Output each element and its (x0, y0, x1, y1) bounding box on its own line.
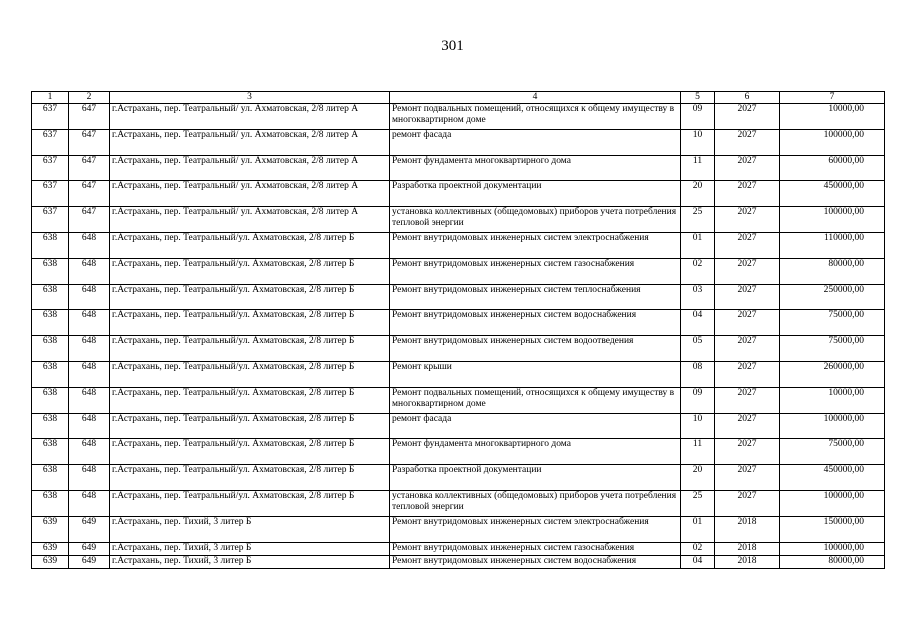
row-number-cell: 639 (32, 542, 69, 555)
table-row (32, 387, 885, 413)
cost-cell: 100000,00 (780, 207, 885, 233)
row-number-cell: 638 (32, 310, 69, 336)
work-type-cell: Ремонт внутридомовых инженерных систем водоснабжения (390, 555, 681, 568)
table-row (32, 336, 885, 362)
table-row (32, 155, 885, 181)
address-cell: г.Астрахань, пер. Театральный/ ул. Ахматовская, 2/8 литер А (110, 181, 390, 207)
cost-cell: 260000,00 (780, 361, 885, 387)
code-cell: 04 (681, 555, 715, 568)
object-number-cell: 648 (69, 232, 110, 258)
code-cell: 08 (681, 361, 715, 387)
table-row (32, 207, 885, 233)
year-cell: 2027 (715, 387, 780, 413)
row-number-cell: 639 (32, 555, 69, 568)
code-cell: 09 (681, 104, 715, 130)
cost-cell: 100000,00 (780, 490, 885, 516)
year-cell: 2027 (715, 361, 780, 387)
object-number-cell: 648 (69, 413, 110, 439)
address-cell: г.Астрахань, пер. Театральный/ул. Ахматовская, 2/8 литер Б (110, 284, 390, 310)
year-cell: 2027 (715, 155, 780, 181)
cost-cell: 80000,00 (780, 258, 885, 284)
code-cell: 20 (681, 465, 715, 491)
address-cell: г.Астрахань, пер. Театральный/ул. Ахматовская, 2/8 литер Б (110, 336, 390, 362)
code-cell: 11 (681, 439, 715, 465)
address-cell: г.Астрахань, пер. Театральный/ ул. Ахматовская, 2/8 литер А (110, 104, 390, 130)
work-type-cell: ремонт фасада (390, 413, 681, 439)
table-row (32, 129, 885, 155)
column-header: 3 (110, 92, 390, 104)
column-header: 7 (780, 92, 885, 104)
table-row (32, 361, 885, 387)
cost-cell: 250000,00 (780, 284, 885, 310)
table-row (32, 439, 885, 465)
page-number: 301 (441, 38, 464, 54)
address-cell: г.Астрахань, пер. Театральный/ул. Ахматовская, 2/8 литер Б (110, 232, 390, 258)
work-type-cell: Разработка проектной документации (390, 465, 681, 491)
year-cell: 2027 (715, 465, 780, 491)
cost-cell: 450000,00 (780, 465, 885, 491)
column-header: 1 (32, 92, 69, 104)
row-number-cell: 638 (32, 490, 69, 516)
cost-cell: 100000,00 (780, 542, 885, 555)
object-number-cell: 647 (69, 181, 110, 207)
year-cell: 2018 (715, 516, 780, 542)
table-header-row (32, 92, 885, 104)
work-type-cell: Ремонт внутридомовых инженерных систем водоснабжения (390, 310, 681, 336)
row-number-cell: 638 (32, 465, 69, 491)
year-cell: 2027 (715, 310, 780, 336)
code-cell: 25 (681, 207, 715, 233)
row-number-cell: 638 (32, 258, 69, 284)
cost-cell: 100000,00 (780, 129, 885, 155)
table-row (32, 490, 885, 516)
work-type-cell: Ремонт фундамента многоквартирного дома (390, 439, 681, 465)
table-row (32, 232, 885, 258)
year-cell: 2027 (715, 104, 780, 130)
cost-cell: 75000,00 (780, 336, 885, 362)
year-cell: 2027 (715, 232, 780, 258)
code-cell: 11 (681, 155, 715, 181)
object-number-cell: 648 (69, 439, 110, 465)
object-number-cell: 648 (69, 258, 110, 284)
address-cell: г.Астрахань, пер. Театральный/ ул. Ахматовская, 2/8 литер А (110, 155, 390, 181)
column-header: 4 (390, 92, 681, 104)
year-cell: 2027 (715, 181, 780, 207)
work-type-cell: установка коллективных (общедомовых) приборов учета потребления тепловой энергии (390, 490, 681, 516)
address-cell: г.Астрахань, пер. Театральный/ ул. Ахматовская, 2/8 литер А (110, 129, 390, 155)
address-cell: г.Астрахань, пер. Театральный/ ул. Ахматовская, 2/8 литер А (110, 207, 390, 233)
object-number-cell: 648 (69, 465, 110, 491)
row-number-cell: 637 (32, 104, 69, 130)
address-cell: г.Астрахань, пер. Театральный/ул. Ахматовская, 2/8 литер Б (110, 387, 390, 413)
year-cell: 2027 (715, 129, 780, 155)
code-cell: 10 (681, 413, 715, 439)
code-cell: 25 (681, 490, 715, 516)
cost-cell: 10000,00 (780, 387, 885, 413)
cost-cell: 75000,00 (780, 310, 885, 336)
year-cell: 2027 (715, 413, 780, 439)
year-cell: 2018 (715, 542, 780, 555)
row-number-cell: 638 (32, 232, 69, 258)
code-cell: 05 (681, 336, 715, 362)
address-cell: г.Астрахань, пер. Тихий, 3 литер Б (110, 542, 390, 555)
work-type-cell: Ремонт внутридомовых инженерных систем электроснабжения (390, 232, 681, 258)
object-number-cell: 649 (69, 516, 110, 542)
object-number-cell: 647 (69, 155, 110, 181)
object-number-cell: 648 (69, 284, 110, 310)
work-type-cell: Ремонт внутридомовых инженерных систем водоотведения (390, 336, 681, 362)
row-number-cell: 637 (32, 129, 69, 155)
table-row (32, 516, 885, 542)
table-row (32, 258, 885, 284)
code-cell: 09 (681, 387, 715, 413)
code-cell: 01 (681, 232, 715, 258)
object-number-cell: 649 (69, 542, 110, 555)
column-header: 2 (69, 92, 110, 104)
column-header: 6 (715, 92, 780, 104)
table-row (32, 310, 885, 336)
object-number-cell: 648 (69, 310, 110, 336)
work-type-cell: Ремонт подвальных помещений, относящихся к общему имуществу в многоквартирном доме (390, 387, 681, 413)
object-number-cell: 648 (69, 336, 110, 362)
code-cell: 20 (681, 181, 715, 207)
row-number-cell: 638 (32, 439, 69, 465)
cost-cell: 150000,00 (780, 516, 885, 542)
year-cell: 2027 (715, 439, 780, 465)
address-cell: г.Астрахань, пер. Театральный/ул. Ахматовская, 2/8 литер Б (110, 490, 390, 516)
code-cell: 02 (681, 542, 715, 555)
row-number-cell: 637 (32, 155, 69, 181)
address-cell: г.Астрахань, пер. Театральный/ул. Ахматовская, 2/8 литер Б (110, 413, 390, 439)
address-cell: г.Астрахань, пер. Театральный/ул. Ахматовская, 2/8 литер Б (110, 465, 390, 491)
work-type-cell: ремонт фасада (390, 129, 681, 155)
row-number-cell: 638 (32, 413, 69, 439)
row-number-cell: 638 (32, 361, 69, 387)
address-cell: г.Астрахань, пер. Театральный/ул. Ахматовская, 2/8 литер Б (110, 439, 390, 465)
cost-cell: 80000,00 (780, 555, 885, 568)
table-row (32, 181, 885, 207)
table-row (32, 555, 885, 568)
work-type-cell: Ремонт подвальных помещений, относящихся к общему имуществу в многоквартирном доме (390, 104, 681, 130)
table-row (32, 413, 885, 439)
cost-cell: 450000,00 (780, 181, 885, 207)
year-cell: 2027 (715, 490, 780, 516)
table-row (32, 104, 885, 130)
table-body (32, 104, 885, 569)
object-number-cell: 648 (69, 490, 110, 516)
row-number-cell: 637 (32, 181, 69, 207)
object-number-cell: 649 (69, 555, 110, 568)
work-type-cell: Ремонт фундамента многоквартирного дома (390, 155, 681, 181)
code-cell: 01 (681, 516, 715, 542)
address-cell: г.Астрахань, пер. Театральный/ул. Ахматовская, 2/8 литер Б (110, 310, 390, 336)
object-number-cell: 647 (69, 207, 110, 233)
row-number-cell: 638 (32, 336, 69, 362)
work-type-cell: Ремонт внутридомовых инженерных систем электроснабжения (390, 516, 681, 542)
code-cell: 10 (681, 129, 715, 155)
work-type-cell: Разработка проектной документации (390, 181, 681, 207)
address-cell: г.Астрахань, пер. Театральный/ул. Ахматовская, 2/8 литер Б (110, 258, 390, 284)
work-type-cell: Ремонт внутридомовых инженерных систем газоснабжения (390, 542, 681, 555)
cost-cell: 100000,00 (780, 413, 885, 439)
code-cell: 02 (681, 258, 715, 284)
cost-cell: 110000,00 (780, 232, 885, 258)
works-table (31, 91, 885, 569)
row-number-cell: 639 (32, 516, 69, 542)
address-cell: г.Астрахань, пер. Тихий, 3 литер Б (110, 516, 390, 542)
year-cell: 2027 (715, 336, 780, 362)
row-number-cell: 637 (32, 207, 69, 233)
code-cell: 03 (681, 284, 715, 310)
object-number-cell: 647 (69, 129, 110, 155)
object-number-cell: 647 (69, 104, 110, 130)
row-number-cell: 638 (32, 284, 69, 310)
object-number-cell: 648 (69, 387, 110, 413)
work-type-cell: Ремонт крыши (390, 361, 681, 387)
year-cell: 2018 (715, 555, 780, 568)
code-cell: 04 (681, 310, 715, 336)
work-type-cell: Ремонт внутридомовых инженерных систем теплоснабжения (390, 284, 681, 310)
address-cell: г.Астрахань, пер. Театральный/ул. Ахматовская, 2/8 литер Б (110, 361, 390, 387)
work-type-cell: Ремонт внутридомовых инженерных систем газоснабжения (390, 258, 681, 284)
address-cell: г.Астрахань, пер. Тихий, 3 литер Б (110, 555, 390, 568)
year-cell: 2027 (715, 258, 780, 284)
cost-cell: 60000,00 (780, 155, 885, 181)
table-row (32, 542, 885, 555)
cost-cell: 10000,00 (780, 104, 885, 130)
work-type-cell: установка коллективных (общедомовых) приборов учета потребления тепловой энергии (390, 207, 681, 233)
object-number-cell: 648 (69, 361, 110, 387)
table-row (32, 465, 885, 491)
cost-cell: 75000,00 (780, 439, 885, 465)
row-number-cell: 638 (32, 387, 69, 413)
table-row (32, 284, 885, 310)
year-cell: 2027 (715, 284, 780, 310)
year-cell: 2027 (715, 207, 780, 233)
column-header: 5 (681, 92, 715, 104)
